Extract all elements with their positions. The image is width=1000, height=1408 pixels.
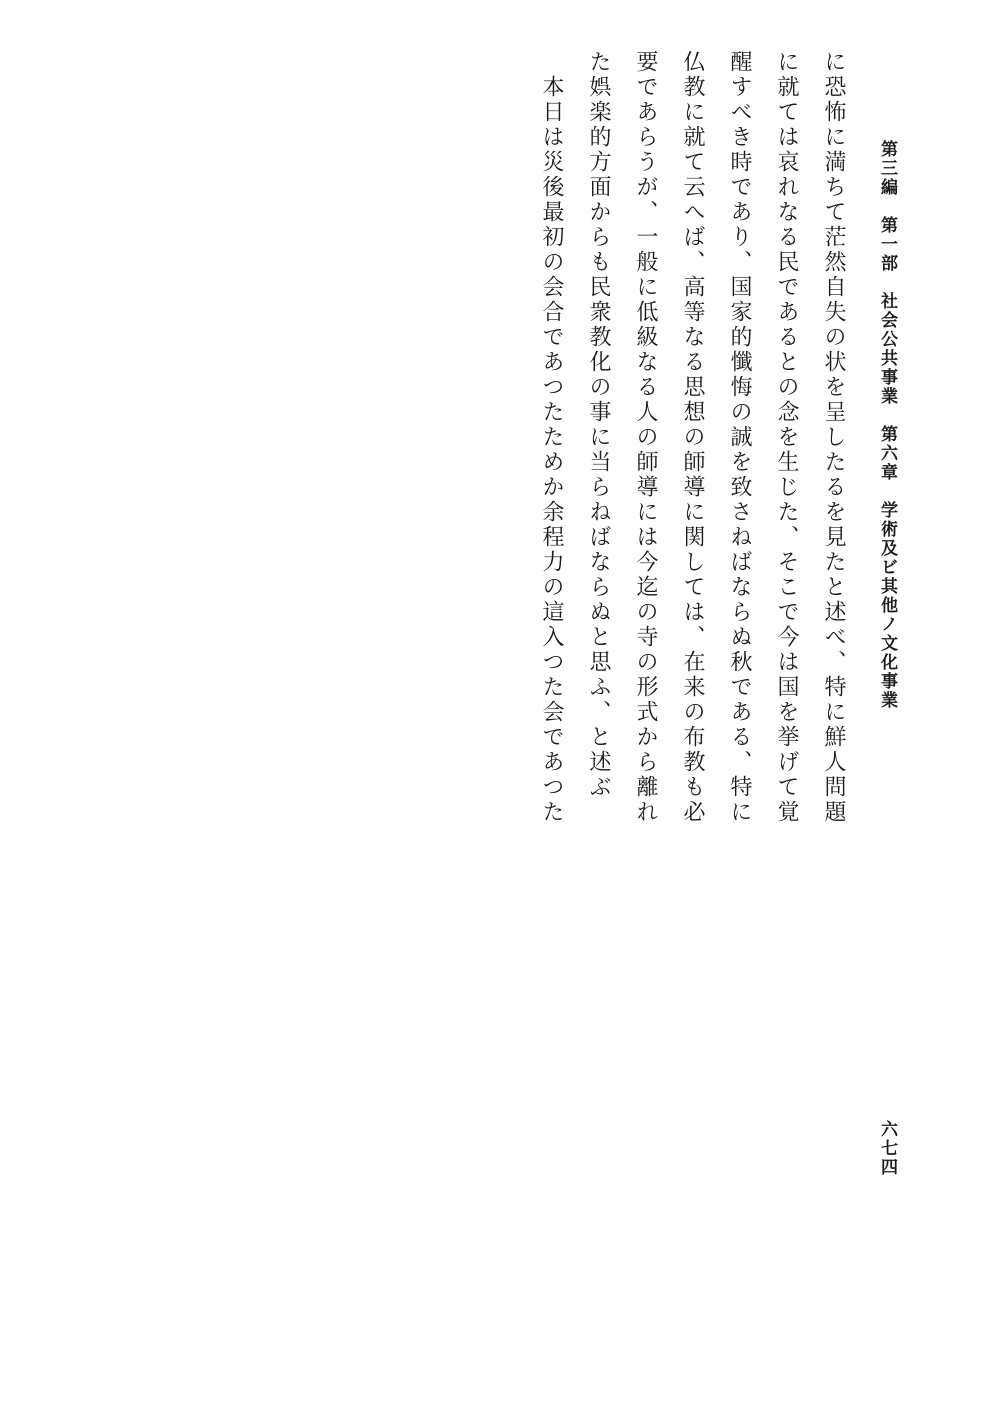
speech-line: 要であらうが、一般に低級なる人の師導には今迄の寺の形式から離れ	[633, 50, 658, 825]
speech-line: 醒すべき時であり、国家的懺悔の誠を致さねばならぬ秋である、特に	[727, 50, 752, 825]
page-number: 六七四	[877, 1120, 897, 1177]
running-header: 第三編 第一部 社会公共事業 第六章 学術及ビ其他ノ文化事業	[877, 140, 897, 710]
speech-line: に就ては哀れなる民であるとの念を生じた、そこで今は国を挙げて覚	[774, 50, 799, 825]
speech-line: 本日は災後最初の会合であつたためか余程力の這入つた会であつた	[539, 50, 564, 825]
speech-line: に恐怖に満ちて茫然自失の状を呈したるを見たと述べ、特に鮮人問題	[821, 50, 846, 825]
speech-line: た娯楽的方面からも民衆教化の事に当らねばならぬと思ふ、と述ぶ	[586, 50, 611, 800]
speech-line: 仏教に就て云へば、高等なる思想の師導に関しては、在来の布教も必	[680, 50, 705, 825]
